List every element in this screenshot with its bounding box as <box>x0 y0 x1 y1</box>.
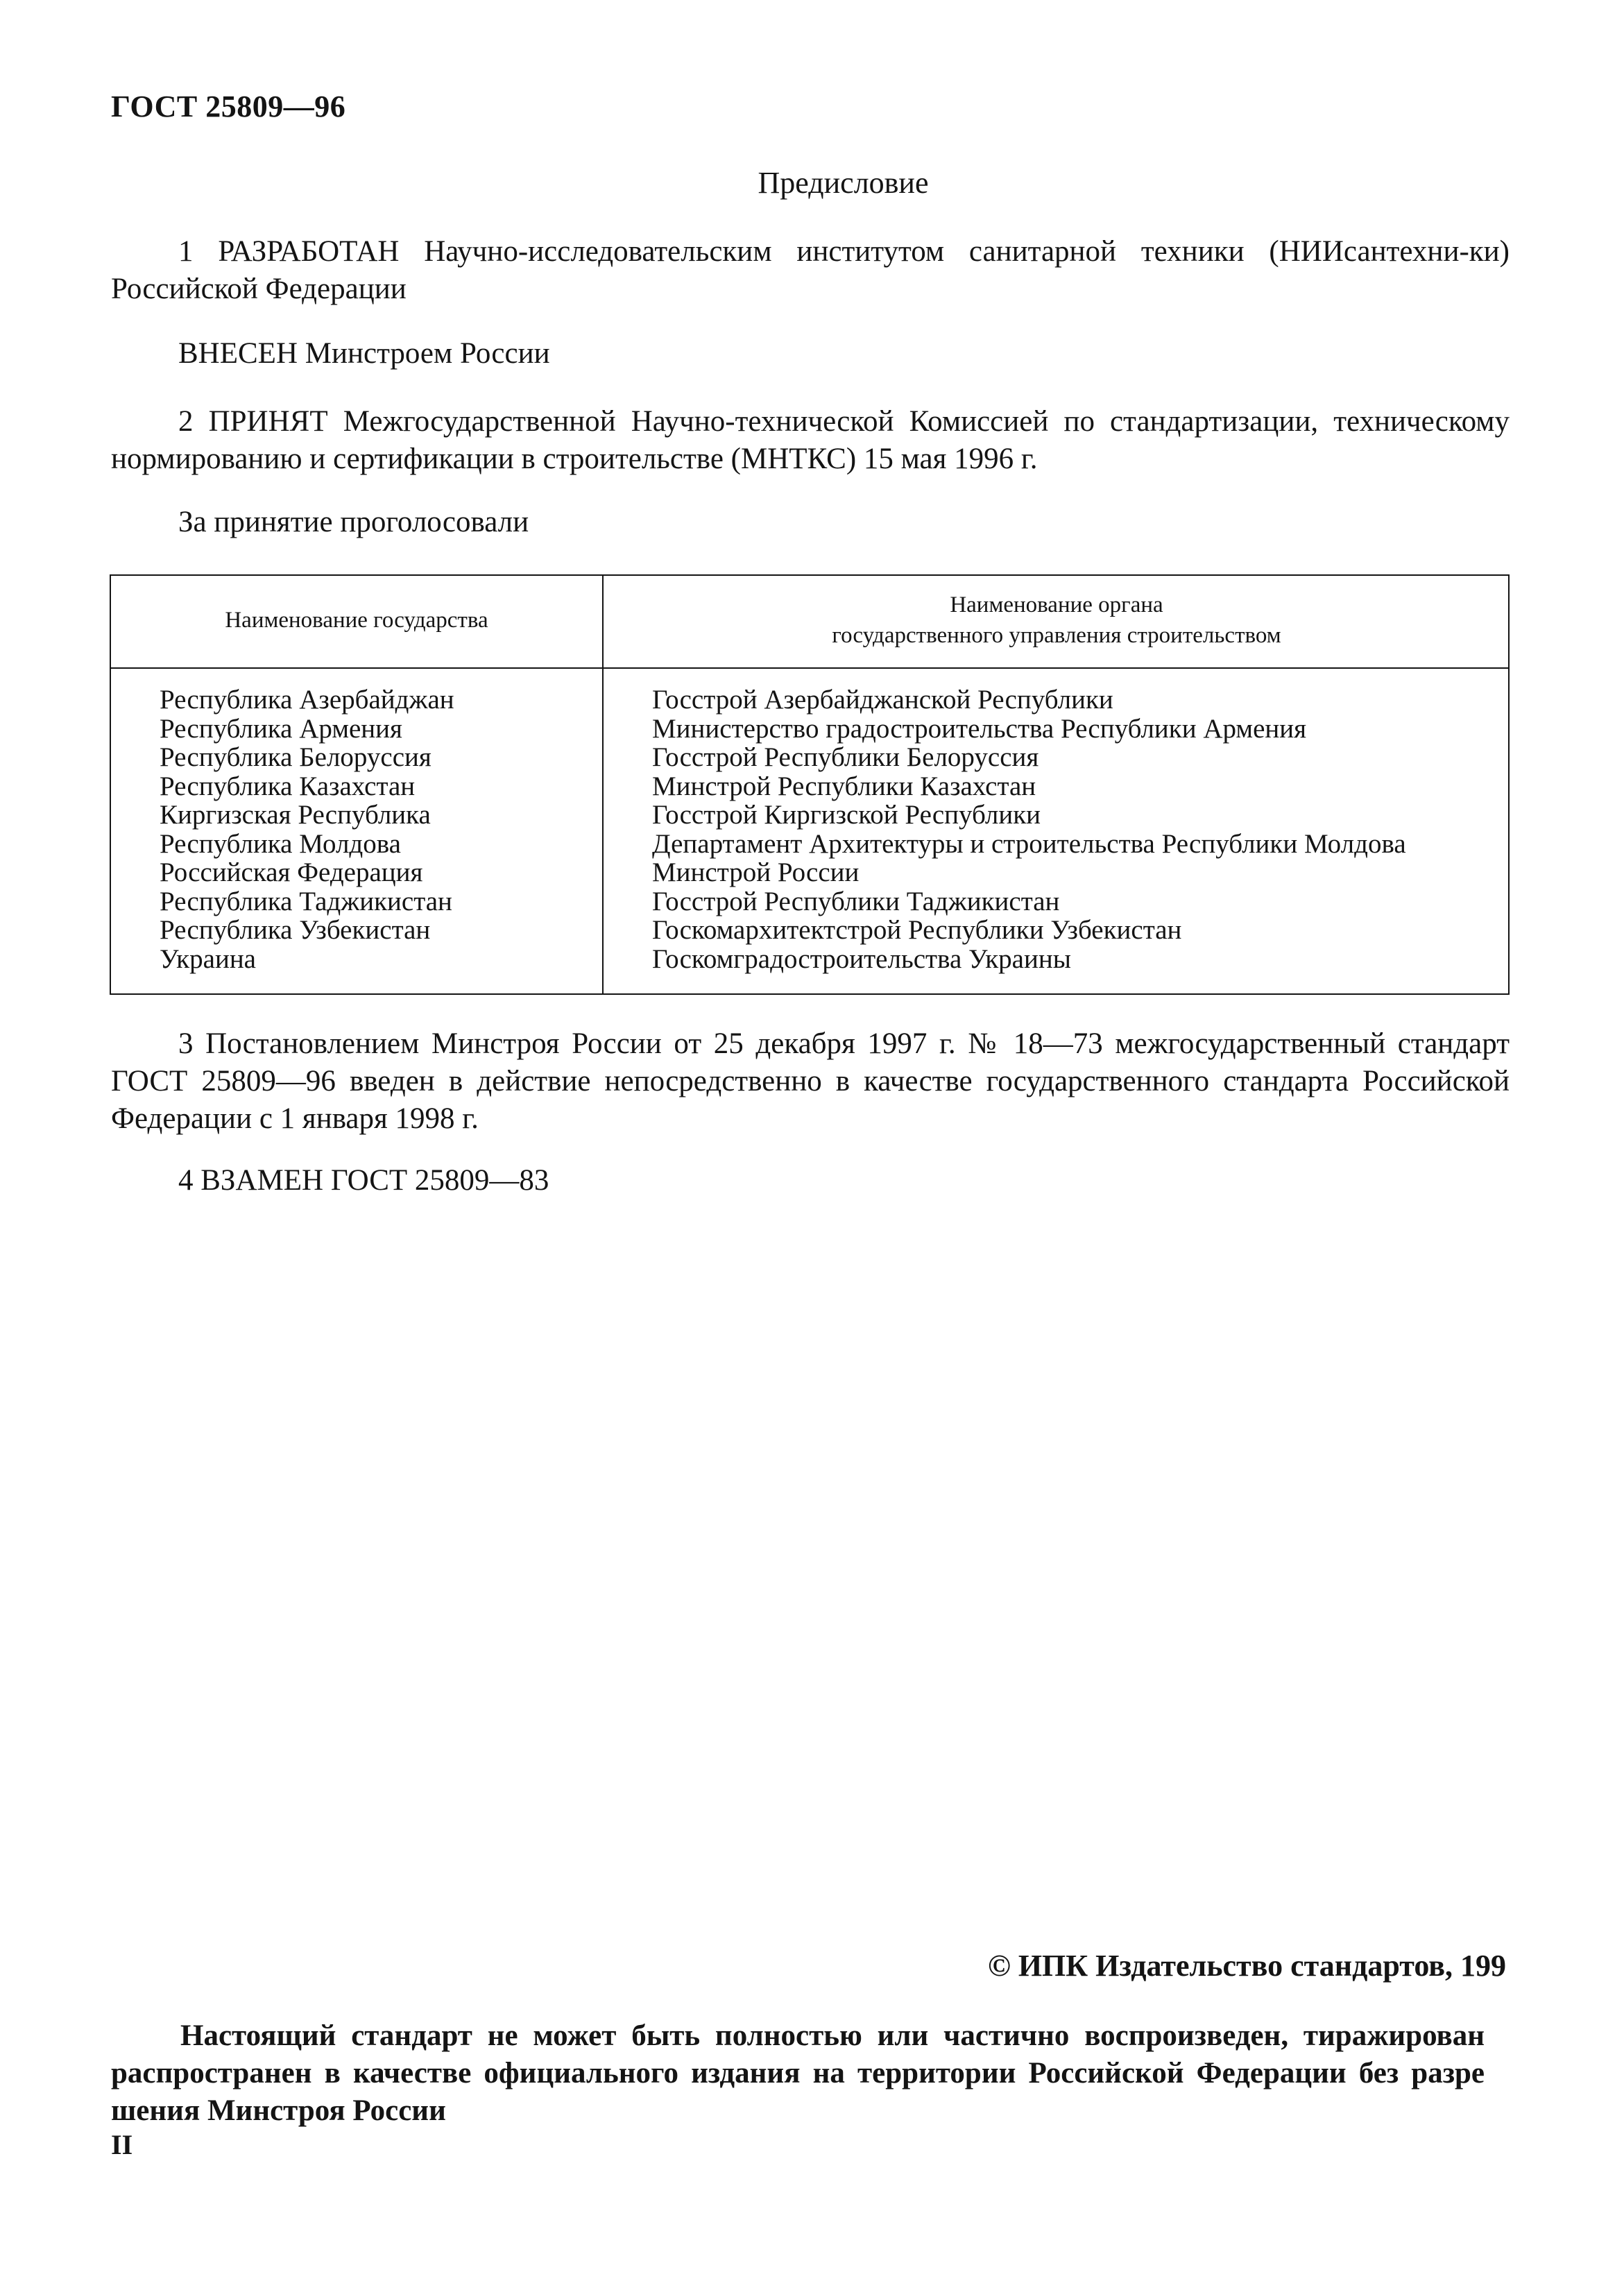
table-cell-state: Республика Узбекистан <box>160 915 431 945</box>
paragraph-voted-for: За принятие проголосовали <box>178 506 529 538</box>
table-cell-state: Российская Федерация <box>160 857 423 887</box>
copyright-notice: © ИПК Издательство стандартов, 199 <box>987 1949 1506 1983</box>
table-cell-organ: Минстрой Республики Казахстан <box>652 771 1036 801</box>
document-code-header: ГОСТ 25809—96 <box>111 89 346 123</box>
page-number: II <box>111 2129 133 2160</box>
table-column-states <box>160 685 454 973</box>
table-cell-state: Республика Армения <box>160 713 402 744</box>
table-cell-state: Республика Казахстан <box>160 771 416 801</box>
table-cell-organ: Госстрой Республики Таджикистан <box>652 886 1060 916</box>
paragraph-introduced-by: ВНЕСЕН Минстроем России <box>178 337 550 370</box>
paragraph-enacted-by: 3 Постановлением Минстроя России от 25 декабря 1997 г. № 18—73 межгосударственный стандарт ГОСТ 25809—96 введен в действие непосредственно в качестве государственного стандарта Российской Федерации с 1 января 1998 г. <box>111 1027 1510 1135</box>
table-cell-state: Украина <box>160 943 256 974</box>
table-cell-organ: Госстрой Киргизской Республики <box>652 800 1041 830</box>
table-cell-organ: Госстрой Азербайджанской Республики <box>652 685 1113 715</box>
table-cell-organ: Госстрой Республики Белоруссия <box>652 742 1039 772</box>
table-cell-state: Киргизская Республика <box>160 800 431 830</box>
table-cell-state: Республика Белоруссия <box>160 742 431 772</box>
paragraph-adopted-by: 2 ПРИНЯТ Межгосударственной Научно-технической Комиссией по стандартизации, техническому нормированию и сертификации в строительстве (МНТКС) 15 мая 1996 г. <box>111 405 1510 475</box>
foreword-title: Предисловие <box>758 166 929 200</box>
table-column-organs <box>652 685 1406 973</box>
table-header-organ-line2: государственного управления строительством <box>832 623 1281 648</box>
table-cell-organ: Департамент Архитектуры и строительства Республики Молдова <box>652 828 1406 859</box>
table-cell-state: Республика Молдова <box>160 828 401 859</box>
table-cell-state: Республика Таджикистан <box>160 886 452 916</box>
paragraph-developed-by: 1 РАЗРАБОТАН Научно-исследовательским институтом санитарной техники (НИИсантехни-ки) Российской Федерации <box>111 235 1510 305</box>
table-header-organ <box>604 590 1510 651</box>
reproduction-notice: Настоящий стандарт не может быть полностью или частично воспроизведен, тиражирован распространен в качестве официального издания на территории Российской Федерации без разре шения Минстроя России <box>111 2019 1485 2127</box>
table-cell-organ: Минстрой России <box>652 857 860 887</box>
voting-states-table <box>110 574 1510 995</box>
table-cell-organ: Госкомградостроительства Украины <box>652 943 1071 974</box>
table-header-divider <box>111 667 1508 669</box>
paragraph-replaces: 4 ВЗАМЕН ГОСТ 25809—83 <box>178 1164 549 1197</box>
table-header-state: Наименование государства <box>225 608 488 633</box>
table-header-organ-line1: Наименование органа <box>950 592 1163 617</box>
table-cell-organ: Министерство градостроительства Республики Армения <box>652 713 1307 744</box>
table-cell-state: Республика Азербайджан <box>160 685 454 715</box>
table-cell-organ: Госкомархитектстрой Республики Узбекистан <box>652 915 1182 945</box>
